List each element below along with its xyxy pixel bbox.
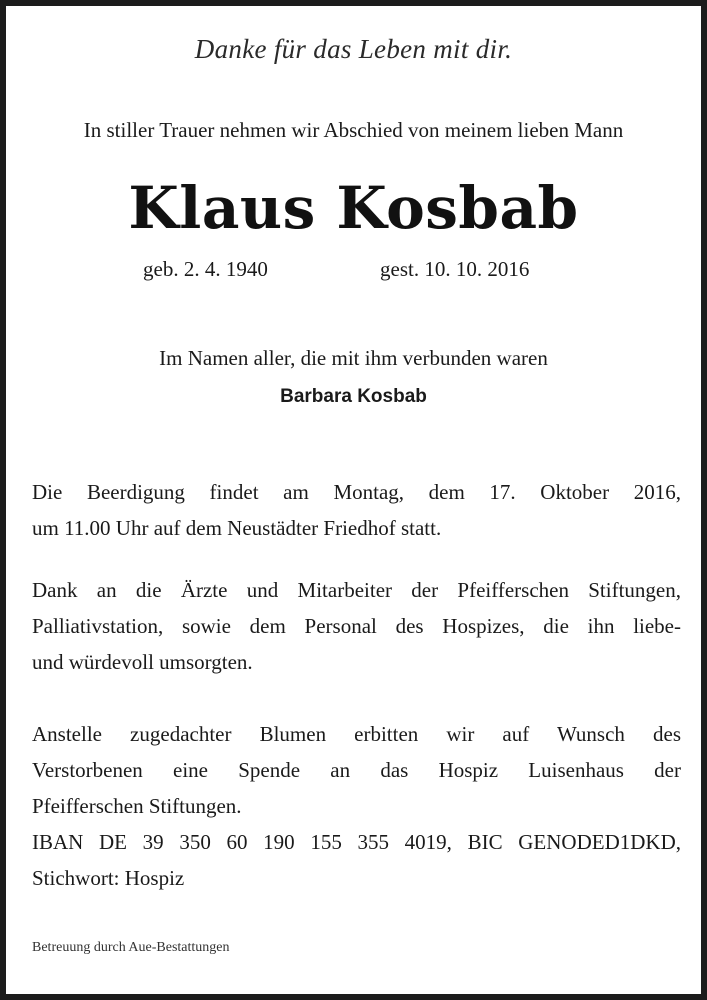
funeral-home-credit: Betreuung durch Aue-Bestattungen: [32, 940, 230, 955]
deceased-name: Klaus Kosbab: [128, 174, 579, 242]
signer-name: Barbara Kosbab: [280, 386, 427, 407]
intro-line: In stiller Trauer nehmen wir Abschied von meinem lieben Mann: [83, 118, 624, 142]
funeral-paragraph: [32, 474, 681, 546]
thanks-line: Palliativstation, sowie dem Personal des Hospizes, die ihn liebe-: [32, 614, 681, 638]
mourners-line: Im Namen aller, die mit ihm verbunden waren: [159, 346, 548, 370]
donation-keyword-line: Stichwort: Hospiz: [32, 866, 185, 890]
thanks-line: und würdevoll umsorgten.: [32, 650, 253, 674]
funeral-line: um 11.00 Uhr auf dem Neustädter Friedhof statt.: [32, 516, 442, 540]
bank-details-line: IBAN DE 39 350 60 190 155 355 4019, BIC GENODED1DKD,: [32, 830, 681, 854]
motto: Danke für das Leben mit dir.: [194, 34, 513, 64]
death-date: gest. 10. 10. 2016: [380, 257, 530, 281]
thanks-line: Dank an die Ärzte und Mitarbeiter der Pfeifferschen Stiftungen,: [32, 578, 681, 602]
donation-line: Verstorbenen eine Spende an das Hospiz Luisenhaus der: [32, 758, 681, 782]
donation-paragraph: [32, 716, 681, 896]
thanks-paragraph: [32, 572, 681, 680]
funeral-line: Die Beerdigung findet am Montag, dem 17. Oktober 2016,: [32, 480, 681, 504]
birth-date: geb. 2. 4. 1940: [143, 257, 268, 281]
donation-line: Anstelle zugedachter Blumen erbitten wir auf Wunsch des: [32, 722, 681, 746]
donation-line: Pfeifferschen Stiftungen.: [32, 794, 242, 818]
